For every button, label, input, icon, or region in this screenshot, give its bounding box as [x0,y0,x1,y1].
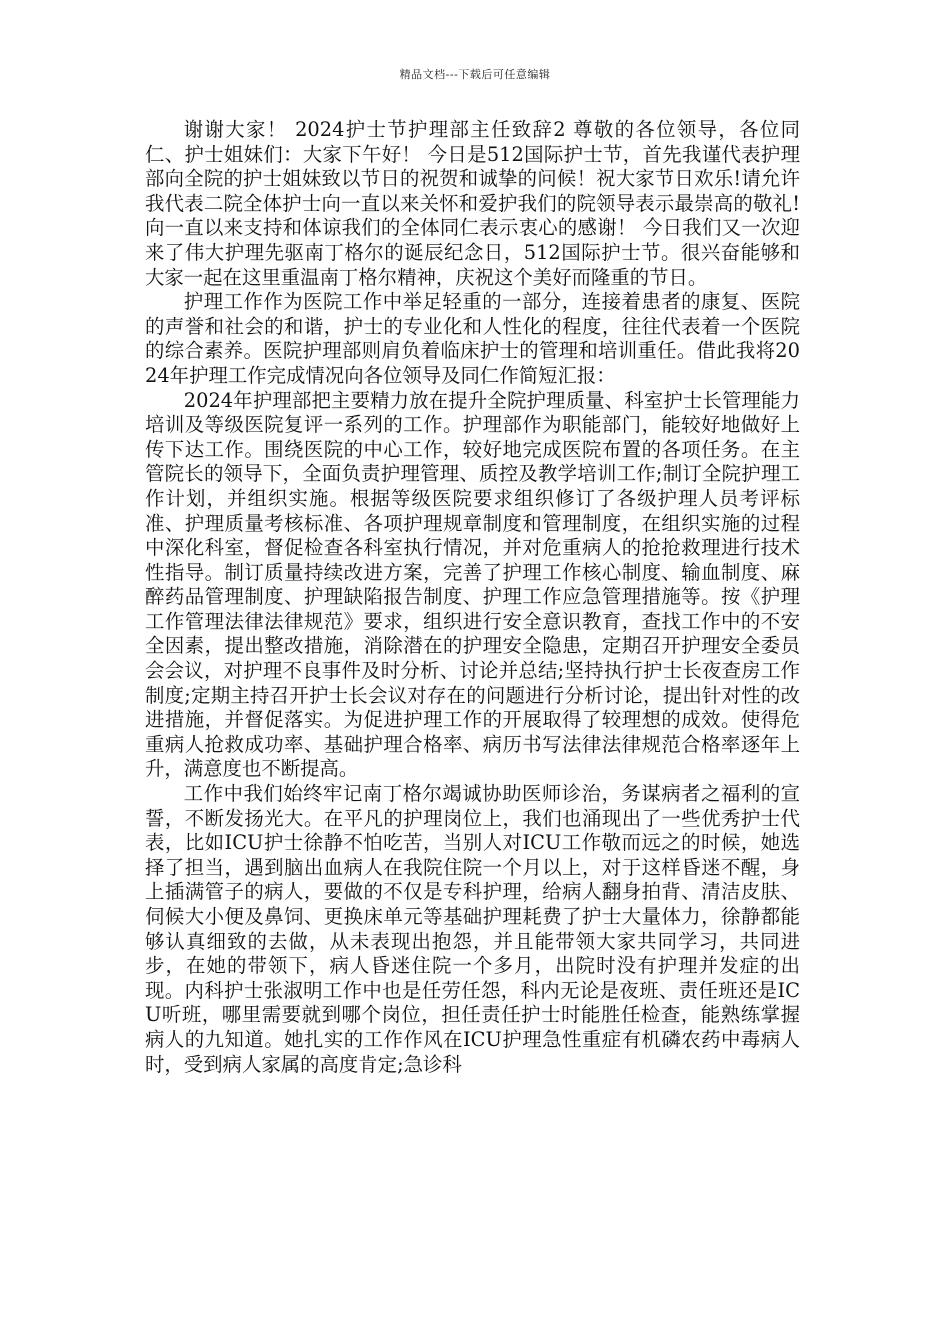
paragraph-nursing-role: 护理工作作为医院工作中举足轻重的一部分，连接着患者的康复、医院的声誉和社会的和谐，护士的专业化和人性化的程度，往往代表着一个医院的综合素养。医院护理部则肩负着临床护士的管理和培训重任。借此我将2024年护理工作完成情况向各位领导及同仁作简短汇报： [145,290,800,387]
paragraph-opening: 谢谢大家！ 2024护士节护理部主任致辞2 尊敬的各位领导，各位同仁、护士姐妹们：大家下午好！ 今日是512国际护士节，首先我谨代表护理部向全院的护士姐妹致以节日的祝贺和诚挚的问候！祝大家节日欢乐!请允许我代表二院全体护士向一直以来关怀和爱护我们的院领导表示最崇高的敬礼!向一直以来支持和体谅我们的全体同仁表示衷心的感谢！ 今日我们又一次迎来了伟大护理先驱南丁格尔的诞辰纪念日，512国际护士节。很兴奋能够和大家一起在这里重温南丁格尔精神，庆祝这个美好而隆重的节日。 [145,118,800,289]
document-body [145,118,800,1077]
page-header: 精品文档---下载后可任意编辑 [399,68,551,81]
paragraph-annual-work: 2024年护理部把主要精力放在提升全院护理质量、科室护士长管理能力培训及等级医院复评一系列的工作。护理部作为职能部门，能较好地做好上传下达工作。围绕医院的中心工作，较好地完成医院布置的各项任务。在主管院长的领导下，全面负责护理管理、质控及教学培训工作;制订全院护理工作计划，并组织实施。根据等级医院要求组织修订了各级护理人员考评标准、护理质量考核标准、各项护理规章制度和管理制度，在组织实施的过程中深化科室，督促检查各科室执行情况，并对危重病人的抢抢救理进行技术性指导。制订质量持续改进方案，完善了护理工作核心制度、输血制度、麻醉药品管理制度、护理缺陷报告制度、护理工作应急管理措施等。按《护理工作管理法律法律规范》要求，组织进行安全意识教育，查找工作中的不安全因素，提出整改措施，消除潜在的护理安全隐患，定期召开护理安全委员会会议，对护理不良事件及时分析、讨论并总结;坚持执行护士长夜查房工作制度;定期主持召开护士长会议对存在的问题进行分析讨论，提出针对性的改进措施，并督促落实。为促进护理工作的开展取得了较理想的成效。使得危重病人抢救成功率、基础护理合格率、病历书写法律法律规范合格率逐年上升，满意度也不断提高。 [145,388,800,781]
paragraph-exemplary-nurses: 工作中我们始终牢记南丁格尔竭诚协助医师诊治，务谋病者之福利的宣誓，不断发扬光大。在平凡的护理岗位上，我们也涌现出了一些优秀护士代表，比如ICU护士徐静不怕吃苦，当别人对ICU工作敬而远之的时候，她选择了担当，遇到脑出血病人在我院住院一个月以上，对于这样昏迷不醒，身上插满管子的病人，要做的不仅是专科护理，给病人翻身拍背、清洁皮肤、伺候大小便及鼻饲、更换床单元等基础护理耗费了护士大量体力，徐静都能够认真细致的去做，从未表现出抱怨，并且能带领大家共同学习，共同进步，在她的带领下，病人昏迷住院一个多月，出院时没有护理并发症的出现。内科护士张淑明工作中也是任劳任怨，科内无论是夜班、责任班还是ICU听班，哪里需要就到哪个岗位，担任责任护士时能胜任检查，能熟练掌握病人的九知道。她扎实的工作作风在ICU护理急性重症有机磷农药中毒病人时，受到病人家属的高度肯定;急诊科 [145,782,800,1076]
